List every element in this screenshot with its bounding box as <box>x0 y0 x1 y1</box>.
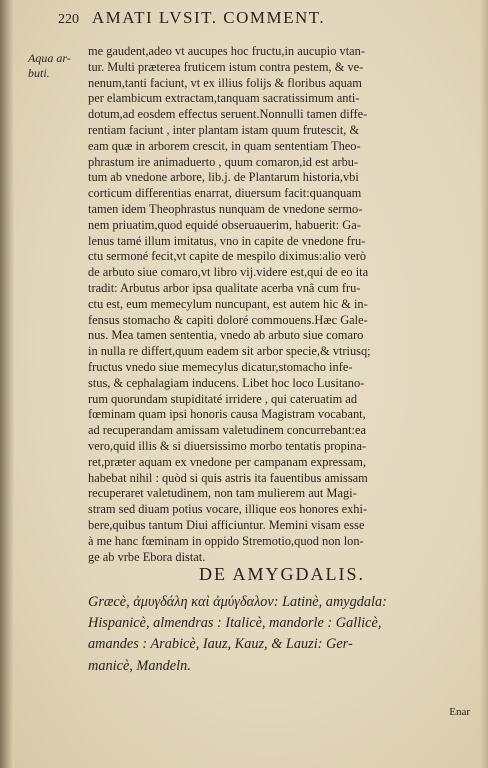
text-line: nenum,tanti faciunt, vt ex illius folijs & floribus aquam <box>88 75 362 90</box>
text-line: de arbuto siue comaro,vt libro vij.videre est,qui de eo ita <box>88 265 369 280</box>
page-number: 220 <box>58 12 79 27</box>
text-line: lenus tamé illum imitatus, vno in capite de vnedone fru- <box>88 233 366 248</box>
text-line: à me hanc fœminam in oppido Stremotio,quod non lon- <box>88 533 364 548</box>
text-line: stus, & cephalagiam inducens. Libet hoc loco Lusitano- <box>88 375 365 390</box>
text-line: per elambicum extractam,tanquam sacratissimum anti- <box>88 91 360 106</box>
text-line: recuperaret valetudinem, non tam mulierem aut Magi- <box>88 486 357 501</box>
italic-line: Græcè, ἀμυγδάλη καὶ ἀμύγδαλον: Latinè, amygdala: <box>88 594 387 610</box>
italic-line: Hispanicè, almendras : Italicè, mandorle : Gallicè, <box>88 615 382 632</box>
binding-gutter <box>0 0 14 768</box>
italic-line: amandes : Arabicè, Iauz, Kauz, & Lauzi: Ger- <box>88 636 353 653</box>
text-line: fensus stomacho & capiti doloré commouens.Hæc Gale- <box>88 312 368 327</box>
text-line: tamen idem Theophrastus nunquam de vnedone sermo- <box>88 201 363 216</box>
text-line: bere,quibus tantum Diui afficiuntur. Memini visam esse <box>88 517 365 532</box>
body-text <box>88 44 476 565</box>
text-line: tur. Multi præterea fruticem istum contra pestem, & ve- <box>88 59 364 74</box>
section-title: DE AMYGDALIS. <box>198 564 365 584</box>
text-line: fœminam quam ipsi honoris causa Magistram vocabant, <box>88 407 366 422</box>
text-line: ge ab vrbe Ebora distat. <box>88 549 206 564</box>
running-title: AMATI LVSIT. COMMENT. <box>91 8 326 27</box>
text-line: nus. Mea tamen sententia, vnedo ab arbuto siue comaro <box>88 328 364 343</box>
text-line: rentiam faciunt , inter plantam istam quum frutescit, & <box>88 122 360 137</box>
text-line: ctu est, eum memecylum nuncupant, est autem hic & in- <box>88 296 368 311</box>
italic-line: manicè, Mandeln. <box>88 657 191 674</box>
text-line: dotum,ad eosdem effectus seruent.Nonnulli tamen diffe- <box>88 107 368 122</box>
text-line: ad recuperandam amissam valetudinem concurrebant:ea <box>88 423 366 438</box>
text-line: ret,præter aquam ex vnedone per campanam expressam, <box>88 454 366 469</box>
text-line: tum ab vnedone arbore, lib.j. de Plantarum historia,vbi <box>88 170 359 185</box>
text-line: corticum differentias enarrat, diuersum facit:quanquam <box>88 186 362 201</box>
text-line: fructus vnedo siue memecylus dicatur,stomacho infe- <box>88 359 353 374</box>
text-line: me gaudent,adeo vt aucupes hoc fructu,in aucupio vtan- <box>88 44 365 58</box>
page-edge <box>480 0 488 768</box>
names-paragraph <box>88 592 476 677</box>
text-line: stram sed diuam potius vocare, illique eos honores exhi- <box>88 502 368 517</box>
text-line: eam quæ in arborem crescit, in quam sententiam Theo- <box>88 138 361 153</box>
catchword: Enar <box>449 706 470 718</box>
margin-note-line: Aqua ar- <box>28 51 71 65</box>
text-line: phrastum ire animaduerto , quum comaron,id est arbu- <box>88 154 359 169</box>
text-line: rum quorundam stupiditaté irridere , qui cateruatim ad <box>88 391 358 406</box>
text-line: in nulla re differt,quum eadem sit arbor specie,& vtriusq; <box>88 344 371 359</box>
running-header <box>58 8 472 30</box>
margin-note-line: buti. <box>28 66 50 80</box>
text-line: nem priuatim,quod equidé obseruauerim, habuerit: Ga- <box>88 217 361 232</box>
text-line: vero,quid illis & si diuersissimo morbo tentatis propina- <box>88 438 367 453</box>
text-line: ctu sermoné fecit,vt capite de mespilo diximus:alio verò <box>88 249 367 264</box>
margin-note <box>28 51 82 81</box>
text-line: habebat nihil : quòd si quis astris ita fauentibus amissam <box>88 470 368 485</box>
text-line: tradit: Arbutus arbor ipsa qualitate acerba vnâ cum fru- <box>88 280 361 295</box>
